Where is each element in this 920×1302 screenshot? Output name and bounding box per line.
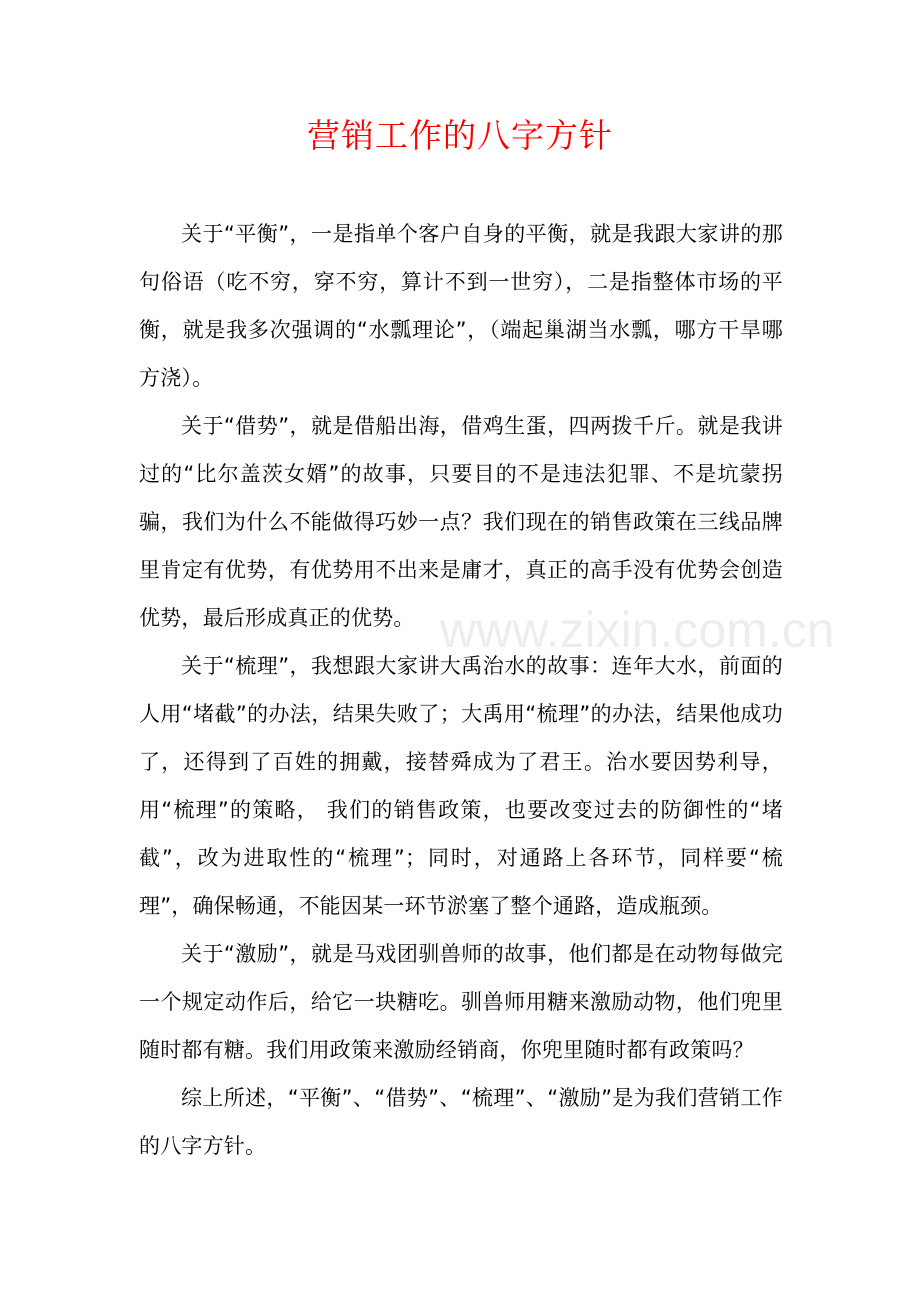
paragraph-leverage: 关于“借势”，就是借船出海，借鸡生蛋，四两拨千斤。就是我讲过的“比尔盖茨女婿”的故事，只要目的不是违法犯罪、不是坑蒙拐骗，我们为什么不能做得巧妙一点？我们现在的销售政策在三线品牌里肯定有优势，有优势用不出来是庸才，真正的高手没有优势会创造优势，最后形成真正的优势。	[139, 414, 783, 630]
document-body	[139, 210, 783, 1170]
paragraph-summary: 综上所述，“平衡”、“借势”、“梳理”、“激励”是为我们营销工作的八字方针。	[139, 1086, 783, 1158]
paragraph-balance: 关于“平衡”，一是指单个客户自身的平衡，就是我跟大家讲的那句俗语（吃不穷，穿不穷，算计不到一世穷），二是指整体市场的平衡，就是我多次强调的“水瓢理论”，（端起巢湖当水瓢，哪方干旱哪方浇）。	[139, 222, 783, 390]
paragraph-channeling: 关于“梳理”，我想跟大家讲大禹治水的故事：连年大水，前面的人用“堵截”的办法，结果失败了；大禹用“梳理”的办法，结果他成功了，还得到了百姓的拥戴，接替舜成为了君王。治水要因势利导，用“梳理”的策略， 我们的销售政策，也要改变过去的防御性的“堵截”，改为进取性的“梳理”；同时，对通路上各环节，同样要“梳理”，确保畅通，不能因某一环节淤塞了整个通路，造成瓶颈。	[139, 654, 783, 918]
paragraph-incentive: 关于“激励”，就是马戏团驯兽师的故事，他们都是在动物每做完一个规定动作后，给它一块糖吃。驯兽师用糖来激励动物，他们兜里随时都有糖。我们用政策来激励经销商，你兜里随时都有政策吗？	[139, 942, 783, 1062]
document-title: 营销工作的八字方针	[307, 116, 613, 155]
watermark: www.zixin.com.cn	[440, 602, 835, 658]
